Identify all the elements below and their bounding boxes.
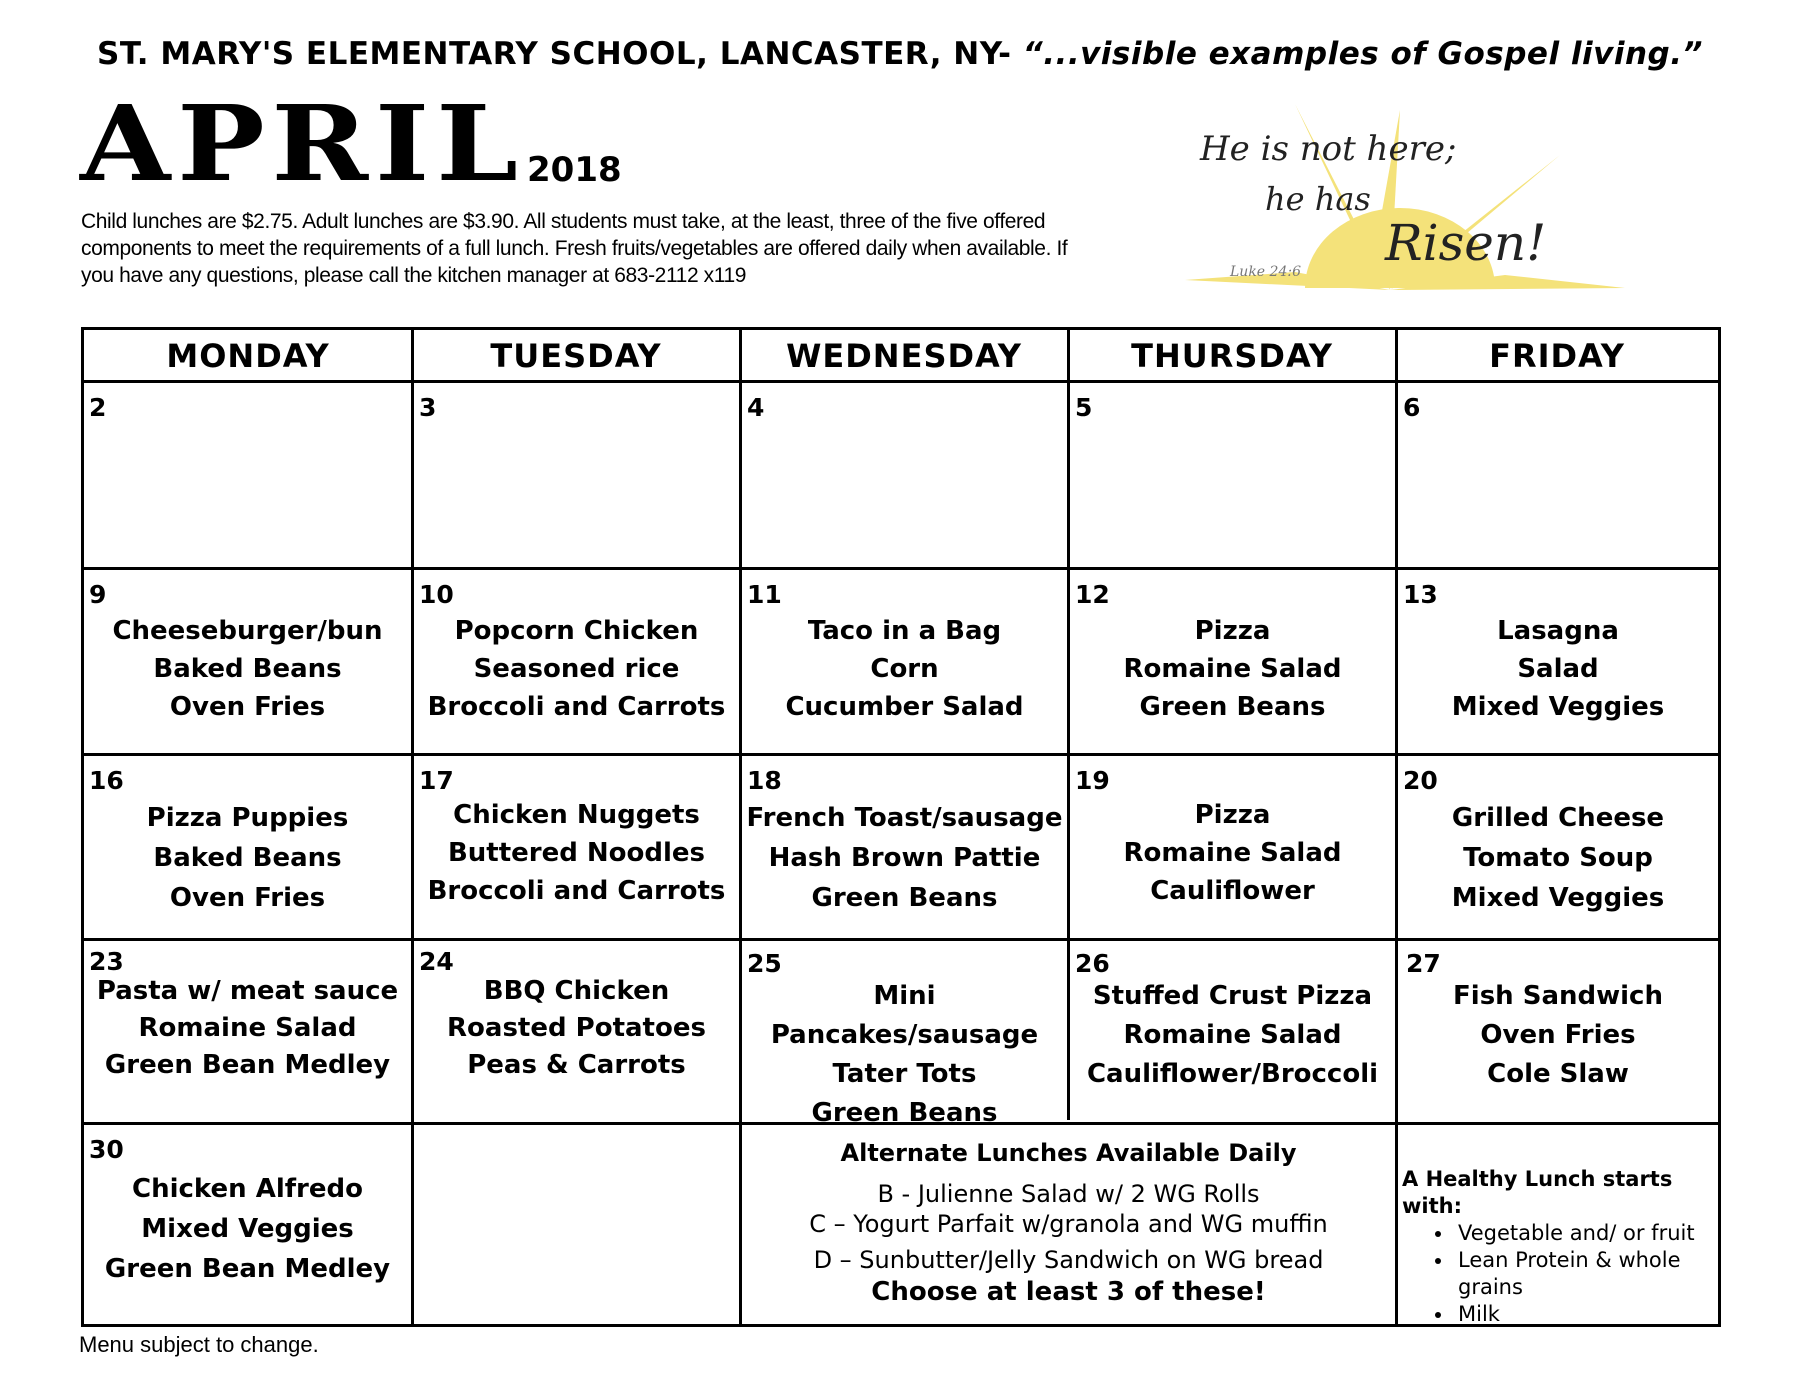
menu-list bbox=[742, 612, 1067, 726]
menu-item: Mixed Veggies bbox=[141, 1214, 354, 1244]
emblem-line1: He is not here; bbox=[1200, 129, 1457, 169]
menu-list bbox=[84, 798, 411, 918]
menu-list bbox=[1398, 977, 1718, 1094]
emblem-line3: Risen! bbox=[1385, 214, 1547, 272]
date-number: 5 bbox=[1075, 393, 1093, 422]
menu-list bbox=[414, 973, 739, 1084]
date-number: 4 bbox=[747, 393, 765, 422]
date-number: 13 bbox=[1403, 580, 1438, 609]
menu-item: Chicken Nuggets bbox=[453, 800, 700, 830]
date-number: 27 bbox=[1406, 949, 1441, 978]
menu-item: Popcorn Chicken bbox=[454, 616, 699, 646]
menu-item: Green Bean Medley bbox=[104, 1254, 391, 1284]
menu-list bbox=[84, 973, 411, 1084]
day-cell bbox=[1398, 756, 1718, 938]
menu-item: Oven Fries bbox=[169, 692, 326, 722]
date-number: 6 bbox=[1403, 393, 1421, 422]
menu-item: Lasagna bbox=[1497, 616, 1619, 646]
menu-item: Seasoned rice bbox=[473, 654, 680, 684]
menu-item: Pizza Puppies bbox=[146, 803, 349, 833]
alternate-lunches-title: Alternate Lunches Available Daily bbox=[840, 1139, 1297, 1167]
menu-item: Pizza bbox=[1194, 616, 1271, 646]
emblem-verse: Luke 24:6 bbox=[1230, 264, 1301, 280]
menu-item: Roasted Potatoes bbox=[447, 1013, 706, 1043]
healthy-lunch-item: • Vegetable and/ or fruit bbox=[1454, 1220, 1718, 1247]
day-header-thursday: THURSDAY bbox=[1131, 337, 1333, 375]
day-cell bbox=[742, 570, 1067, 753]
day-header-monday: MONDAY bbox=[166, 337, 330, 375]
date-number: 9 bbox=[89, 580, 107, 609]
date-number: 18 bbox=[747, 766, 782, 795]
day-cell bbox=[84, 756, 411, 938]
menu-item: Hash Brown Pattie bbox=[768, 843, 1041, 873]
healthy-lunch-item: • Milk bbox=[1454, 1301, 1718, 1328]
menu-item: Cheeseburger/bun bbox=[112, 616, 383, 646]
menu-list bbox=[84, 1169, 411, 1289]
date-number: 3 bbox=[419, 393, 437, 422]
lunch-info-paragraph: Child lunches are $2.75. Adult lunches are $3.90. All students must take, at the least, three of the five offered components to meet the requirements of a full lunch. Fresh fruits/vegetables are offered daily when available. If you have any questions, please call the kitchen manager at 683-2112 x119 bbox=[81, 210, 1068, 287]
date-number: 2 bbox=[89, 393, 107, 422]
menu-item: Oven Fries bbox=[1480, 1020, 1636, 1050]
date-number: 24 bbox=[419, 947, 454, 976]
day-cell bbox=[742, 383, 1067, 567]
menu-item: Broccoli and Carrots bbox=[427, 876, 726, 906]
menu-item: Cauliflower bbox=[1150, 876, 1315, 906]
school-title bbox=[0, 36, 1800, 72]
alternate-item: D – Sunbutter/Jelly Sandwich on WG bread bbox=[813, 1246, 1324, 1274]
day-cell bbox=[1070, 570, 1395, 753]
menu-item: Pasta w/ meat sauce bbox=[96, 976, 399, 1006]
lunch-calendar bbox=[81, 327, 1721, 1327]
date-number: 16 bbox=[89, 766, 124, 795]
day-cell bbox=[1398, 383, 1718, 567]
menu-item: Oven Fries bbox=[169, 883, 326, 913]
date-number: 30 bbox=[89, 1135, 124, 1164]
menu-item: Peas & Carrots bbox=[467, 1050, 686, 1080]
day-cell bbox=[1070, 756, 1395, 938]
menu-item: Tomato Soup bbox=[1463, 843, 1653, 873]
menu-item: Buttered Noodles bbox=[447, 838, 706, 868]
menu-item: Romaine Salad bbox=[138, 1013, 357, 1043]
date-number: 19 bbox=[1075, 766, 1110, 795]
menu-list bbox=[742, 977, 1067, 1133]
menu-item: French Toast/sausage bbox=[746, 803, 1063, 833]
menu-list bbox=[1070, 796, 1395, 910]
menu-item: Taco in a Bag bbox=[807, 616, 1002, 646]
menu-item: BBQ Chicken bbox=[483, 976, 670, 1006]
day-cell bbox=[84, 1125, 411, 1324]
day-cell bbox=[414, 383, 739, 567]
month-title: APRIL bbox=[80, 82, 525, 205]
menu-item: Grilled Cheese bbox=[1451, 803, 1665, 833]
menu-item: Romaine Salad bbox=[1123, 1020, 1342, 1050]
menu-item: Cole Slaw bbox=[1487, 1059, 1629, 1089]
day-cell bbox=[84, 570, 411, 753]
menu-list bbox=[1070, 612, 1395, 726]
date-number: 12 bbox=[1075, 580, 1110, 609]
easter-sun-emblem bbox=[1145, 100, 1635, 290]
menu-list bbox=[1398, 612, 1718, 726]
day-cell bbox=[84, 383, 411, 567]
menu-item: Tater Tots bbox=[832, 1059, 977, 1089]
menu-item: Green Beans bbox=[811, 883, 998, 913]
date-number: 17 bbox=[419, 766, 454, 795]
menu-list bbox=[1398, 798, 1718, 918]
menu-item: Green Beans bbox=[1139, 692, 1326, 722]
school-motto: “...visible examples of Gospel living.” bbox=[1022, 36, 1703, 72]
alternate-lunches-box bbox=[742, 1125, 1395, 1324]
day-cell bbox=[414, 756, 739, 938]
menu-item: Baked Beans bbox=[153, 654, 342, 684]
healthy-lunch-list bbox=[1402, 1220, 1718, 1328]
menu-item: Mixed Veggies bbox=[1451, 883, 1665, 913]
day-cell bbox=[742, 941, 1067, 1128]
alternate-item: B - Julienne Salad w/ 2 WG Rolls bbox=[877, 1180, 1260, 1208]
menu-item: Broccoli and Carrots bbox=[427, 692, 726, 722]
date-number: 20 bbox=[1403, 766, 1438, 795]
day-header-friday: FRIDAY bbox=[1489, 337, 1625, 375]
day-cell bbox=[414, 570, 739, 753]
healthy-lunch-title: A Healthy Lunch starts with: bbox=[1402, 1167, 1673, 1218]
menu-item: Green Beans bbox=[811, 1098, 998, 1128]
day-cell bbox=[1398, 941, 1718, 1122]
healthy-lunch-box bbox=[1402, 1166, 1718, 1328]
day-cell bbox=[414, 941, 739, 1122]
menu-list bbox=[414, 612, 739, 726]
date-number: 11 bbox=[747, 580, 782, 609]
menu-item: Stuffed Crust Pizza bbox=[1092, 981, 1373, 1011]
day-header-tuesday: TUESDAY bbox=[490, 337, 662, 375]
day-header-wednesday: WEDNESDAY bbox=[786, 337, 1022, 375]
date-number: 26 bbox=[1075, 949, 1110, 978]
day-cell bbox=[742, 756, 1067, 938]
menu-item: Corn bbox=[870, 654, 939, 684]
menu-item: Chicken Alfredo bbox=[132, 1174, 363, 1204]
menu-list bbox=[742, 798, 1067, 918]
date-number: 23 bbox=[89, 947, 124, 976]
alternate-lunches-footer: Choose at least 3 of these! bbox=[871, 1277, 1266, 1307]
menu-item: Baked Beans bbox=[153, 843, 342, 873]
menu-item: Cucumber Salad bbox=[785, 692, 1024, 722]
healthy-lunch-item: • Lean Protein & whole grains bbox=[1454, 1247, 1718, 1301]
day-cell bbox=[1398, 570, 1718, 753]
alternate-item: C – Yogurt Parfait w/granola and WG muffin bbox=[809, 1210, 1328, 1238]
day-cell bbox=[1070, 383, 1395, 567]
year-label: 2018 bbox=[527, 150, 622, 190]
date-number: 25 bbox=[747, 949, 782, 978]
menu-item: Mini Pancakes/sausage bbox=[770, 981, 1039, 1050]
menu-list bbox=[414, 796, 739, 910]
menu-list bbox=[1070, 977, 1395, 1094]
menu-item: Green Bean Medley bbox=[104, 1050, 391, 1080]
menu-item: Salad bbox=[1517, 654, 1599, 684]
emblem-line2: he has bbox=[1265, 180, 1371, 218]
day-cell bbox=[1070, 941, 1395, 1122]
menu-item: Mixed Veggies bbox=[1451, 692, 1665, 722]
school-name: ST. MARY'S ELEMENTARY SCHOOL, LANCASTER, NY- bbox=[97, 36, 1012, 72]
menu-item: Romaine Salad bbox=[1123, 838, 1342, 868]
menu-footnote: Menu subject to change. bbox=[79, 1332, 319, 1357]
sun-rays-icon bbox=[1145, 100, 1635, 290]
day-cell bbox=[84, 941, 411, 1122]
menu-item: Pizza bbox=[1194, 800, 1271, 830]
menu-item: Romaine Salad bbox=[1123, 654, 1342, 684]
menu-list bbox=[84, 612, 411, 726]
date-number: 10 bbox=[419, 580, 454, 609]
menu-item: Fish Sandwich bbox=[1453, 981, 1663, 1011]
menu-item: Cauliflower/Broccoli bbox=[1086, 1059, 1379, 1089]
day-cell-empty bbox=[414, 1125, 739, 1324]
